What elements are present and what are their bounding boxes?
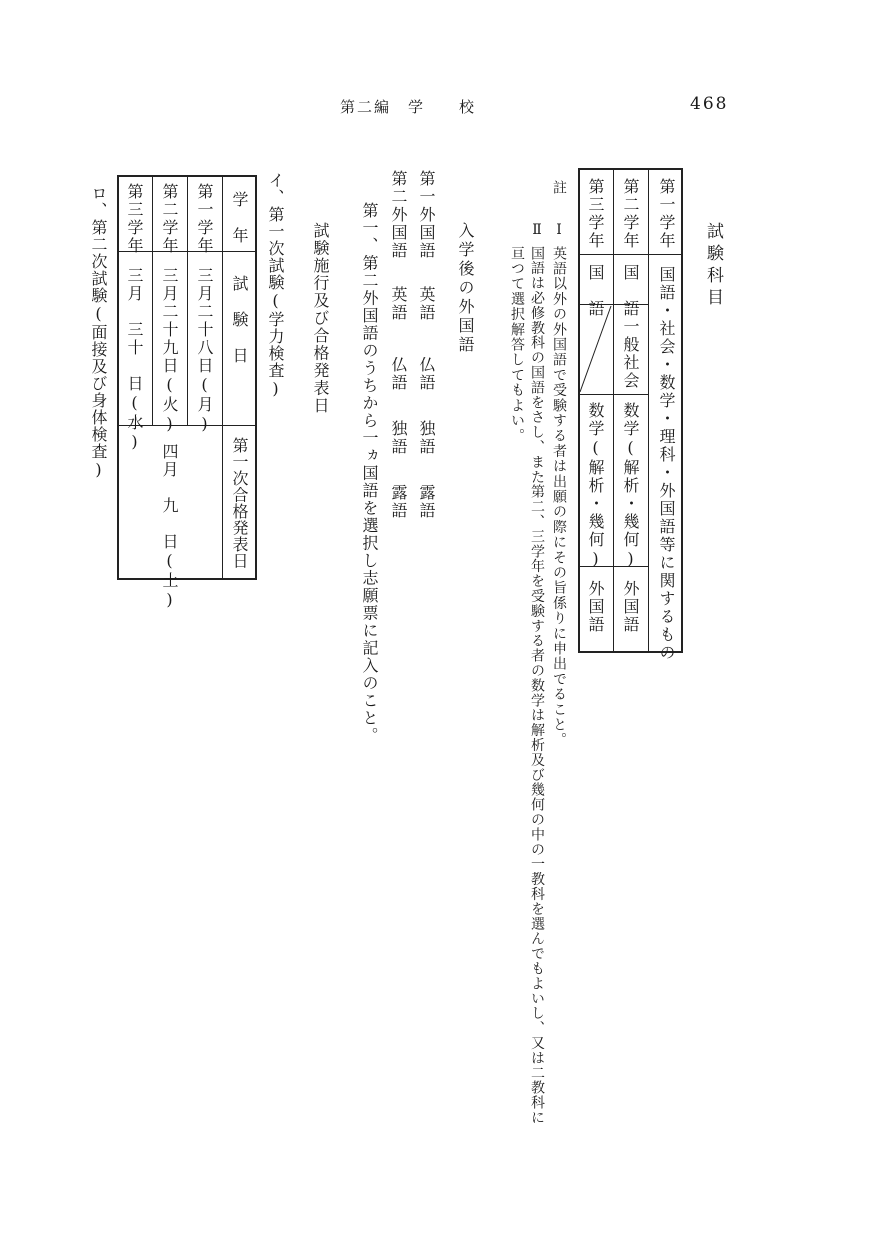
note2-text: 国語は必修教科の国語をさし、また第二、三学年を受験する者の数学は解析及び幾何の中の一教科を選んでもよいし、又は二教科に [529,246,545,1126]
row3-grade: 第三学年 [586,178,605,250]
lang2-english: 英語 [389,286,408,322]
sched-row2-grade: 第二学年 [160,183,179,255]
page-number: 468 [690,94,729,114]
first-exam-heading: イ、第一次試験(学力検査) [266,172,285,399]
running-title: 第二編 学 校 [340,98,477,116]
sched-header-grade: 学 年 [230,191,249,245]
lang1-german: 独語 [417,420,436,456]
languages-heading: 入学後の外国語 [456,222,475,355]
lang1-french: 仏語 [417,356,436,392]
row2-grade: 第二学年 [621,178,640,250]
lang1-russian: 露語 [417,484,436,520]
row1-subjects: 国語・社会・数学・理科・外国語等に関するもの [657,266,676,662]
sched-header-exam-date: 試 験 日 [230,275,249,365]
sched-row1-grade: 第一学年 [195,183,214,255]
sched-row3-date: 三月 三十 日(水) [125,267,144,453]
lang2-german: 独語 [389,420,408,456]
row1-grade: 第一学年 [657,178,676,250]
lang2-russian: 露語 [389,484,408,520]
sched-row1-date: 三月二十八日(月) [195,267,214,435]
note2-continuation: 亘つて選択解答してもよい。 [509,246,525,444]
schedule-table [117,175,257,611]
sched-header-announce: 第一次合格発表日 [230,437,249,569]
note2-num: Ⅱ [529,222,545,239]
languages-note: 第一、第二外国語のうちから一ヵ国語を選択し志願票に記入のこと。 [360,202,379,745]
lang2-french: 仏語 [389,356,408,392]
row3-math: 数学(解析・幾何) [586,402,605,570]
note1-num: Ⅰ [551,222,567,239]
schedule-heading: 試験施行及び合格発表日 [311,222,330,415]
second-exam-heading: ロ、第二次試験(面接及び身体検査) [89,185,108,480]
row3-japanese: 国 語 [586,264,605,318]
subjects-heading: 試験科目 [703,222,723,310]
lang2-label: 第二外国語 [389,170,408,260]
row3-foreign: 外国語 [586,580,605,634]
note1-text: 英語以外の外国語で受験する者は出願の際にその旨係りに申出でること。 [551,246,567,748]
row2-math: 数学(解析・幾何) [621,402,640,570]
sched-row3-grade: 第三学年 [125,183,144,255]
lang1-label: 第一外国語 [417,170,436,260]
row2-japanese: 国 語 [621,264,640,318]
row2-social: 一般社会 [621,318,640,390]
row2-foreign: 外国語 [621,580,640,634]
subjects-table [578,168,683,662]
sched-row2-date: 三月二十九日(火) [160,267,179,435]
lang1-english: 英語 [417,286,436,322]
sched-announce-date: 四月 九 日(土) [160,443,179,611]
notes-label: 註 [551,180,567,195]
